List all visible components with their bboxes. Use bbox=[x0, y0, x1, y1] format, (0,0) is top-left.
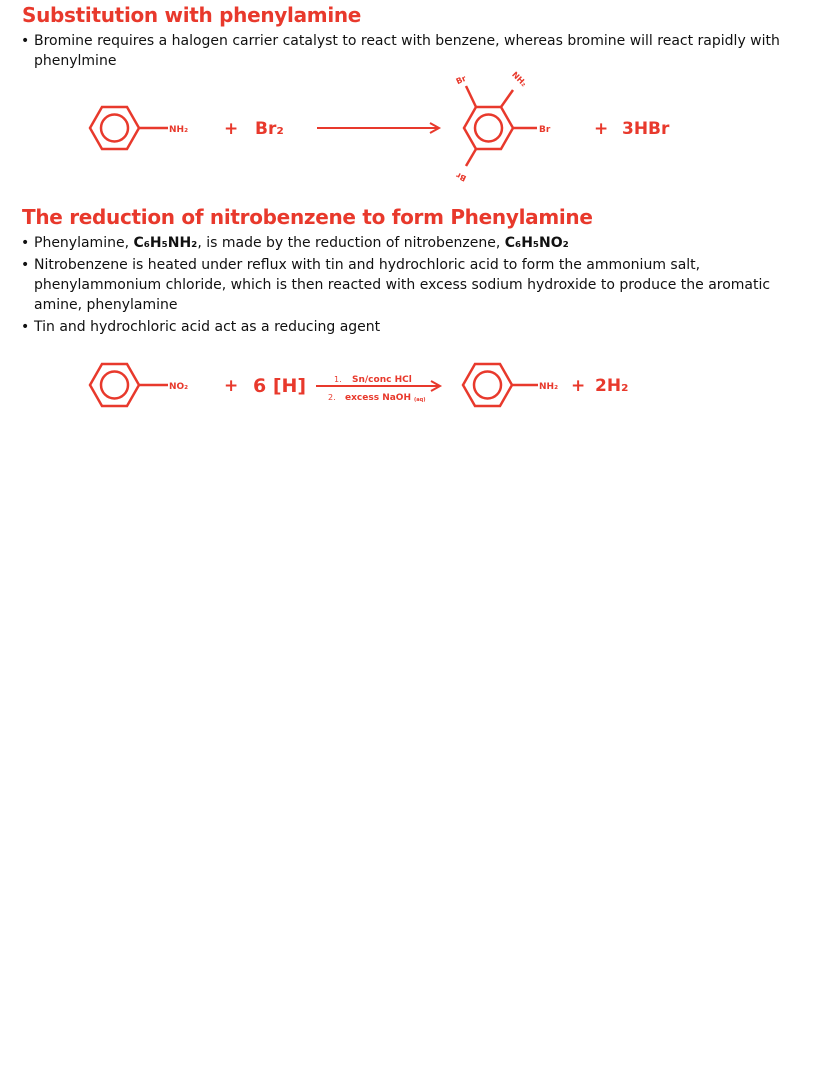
plus-sign: + bbox=[224, 119, 239, 139]
hydrogen-bromide-byproduct: 3HBr bbox=[622, 119, 670, 139]
amine-group-label: NH₂ bbox=[169, 125, 189, 135]
reduction-bullet-list bbox=[20, 233, 810, 339]
bromine-substituent-bottom: Br bbox=[454, 170, 468, 183]
reduction-bullet: • Nitrobenzene is heated under reflux with tin and hydrochloric acid to form the ammonium salt, phenylammonium chloride, which is then reacted with excess sodium hydroxide to produce the aromatic amine, phenylamine bbox=[20, 255, 810, 315]
nitro-group-label: NO₂ bbox=[169, 382, 189, 392]
bullet-text: , is made by the reduction of nitrobenzene, bbox=[197, 235, 505, 251]
benzene-ring-nitrobenzene bbox=[90, 364, 168, 406]
bullet-text: Phenylamine, bbox=[34, 235, 134, 251]
hydrogen-reagent: 6 [H] bbox=[253, 375, 307, 397]
condition-step-1: Sn/conc HCl bbox=[352, 375, 412, 385]
amine-group-label: NH₂ bbox=[539, 382, 559, 392]
plus-sign: + bbox=[224, 376, 239, 396]
amine-substituent-top-right: NH₂ bbox=[510, 70, 529, 89]
bromine-reagent: Br₂ bbox=[255, 119, 284, 139]
reduction-equation bbox=[0, 340, 828, 430]
bromine-substituent-right: Br bbox=[539, 125, 551, 135]
benzene-ring-phenylamine bbox=[463, 364, 538, 406]
nitrobenzene-formula: C₆H₅NO₂ bbox=[504, 235, 569, 251]
benzene-ring-reactant bbox=[90, 107, 168, 149]
bromination-equation bbox=[0, 0, 828, 190]
section-title-reduction: The reduction of nitrobenzene to form Phenylamine bbox=[22, 205, 593, 229]
substitution-bullet: • Bromine requires a halogen carrier catalyst to react with benzene, whereas bromine will react rapidly with phenylmine bbox=[20, 31, 810, 71]
reduction-bullet: • Tin and hydrochloric acid act as a reducing agent bbox=[20, 317, 810, 337]
hydrogen-byproduct: 2H₂ bbox=[595, 376, 629, 396]
benzene-ring-product bbox=[464, 86, 537, 166]
condition-step-1-number: 1. bbox=[334, 375, 342, 384]
reduction-bullet bbox=[20, 233, 810, 253]
section-title-substitution: Substitution with phenylamine bbox=[22, 3, 362, 27]
bromine-substituent-top-left: Br bbox=[454, 73, 468, 87]
plus-sign-product: + bbox=[594, 119, 609, 139]
phenylamine-formula: C₆H₅NH₂ bbox=[133, 235, 198, 251]
plus-sign-product: + bbox=[571, 376, 586, 396]
reaction-arrow bbox=[317, 123, 439, 133]
condition-step-2: excess NaOH bbox=[345, 393, 411, 403]
condition-state-symbol: (aq) bbox=[414, 397, 426, 403]
condition-step-2-number: 2. bbox=[328, 393, 336, 402]
